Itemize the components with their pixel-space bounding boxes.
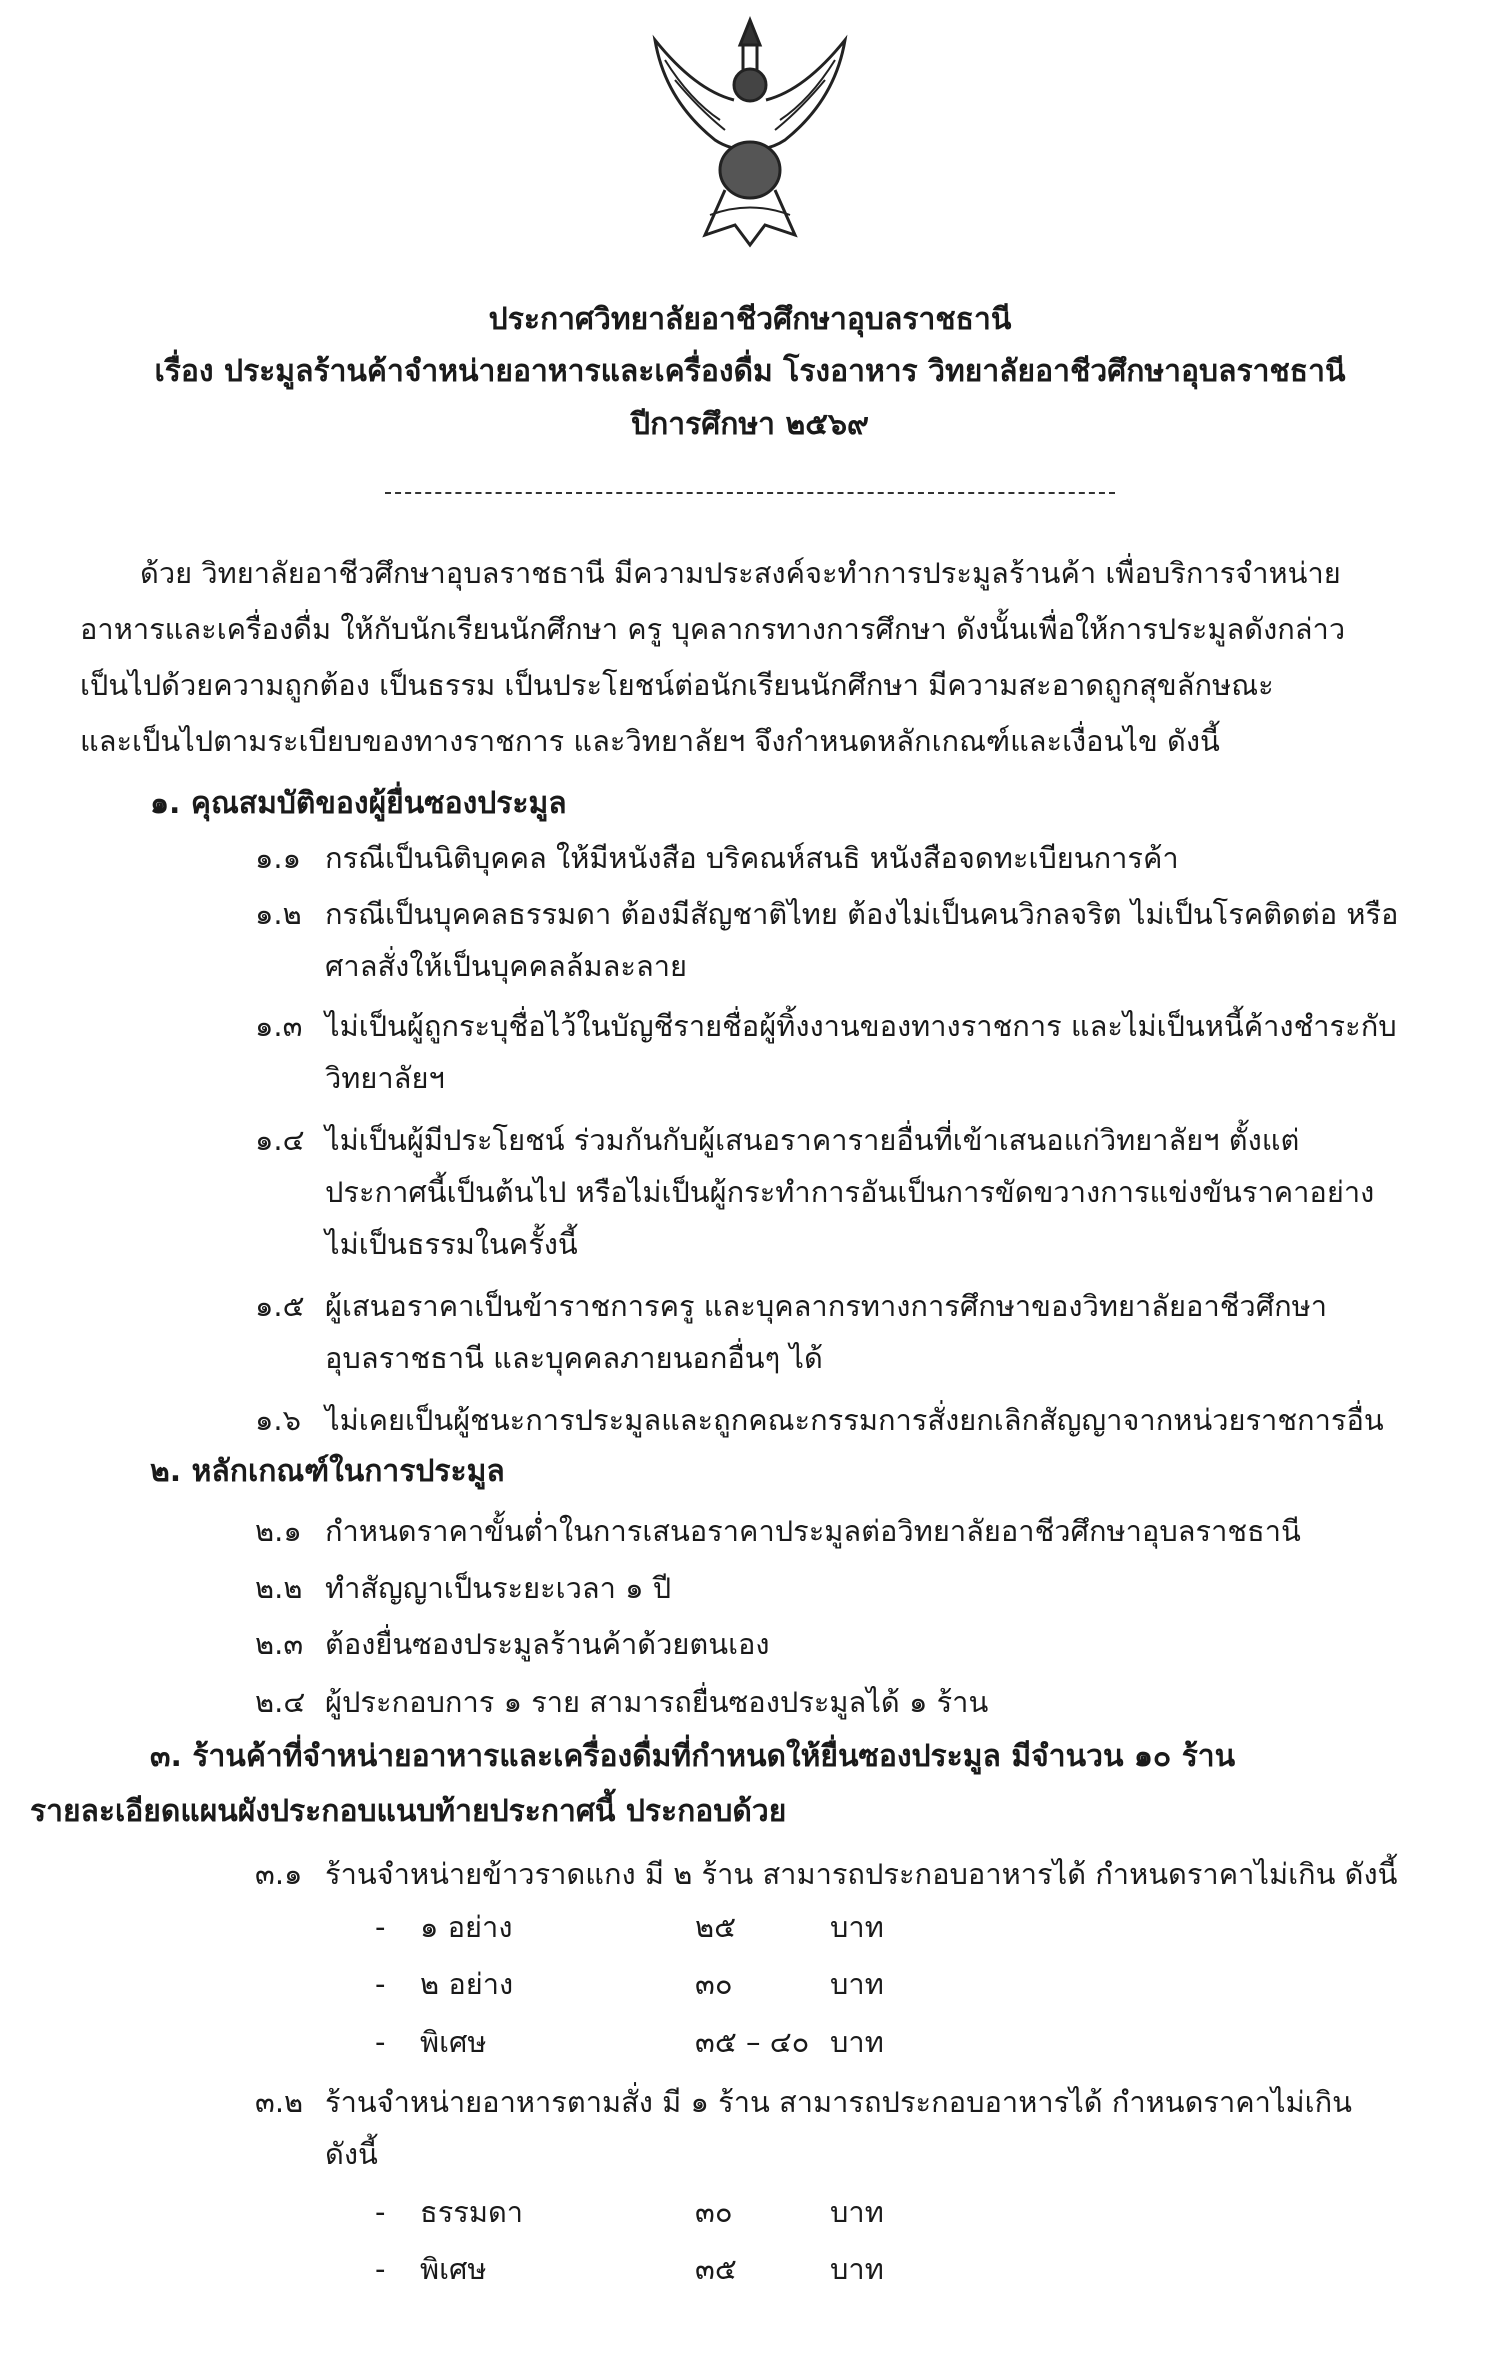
list-item (255, 1114, 1470, 1270)
item-number: ๑.๔ (255, 1123, 305, 1157)
list-item (255, 832, 1470, 884)
price-row (0, 2020, 1500, 2064)
item-number: ๒.๓ (255, 1627, 304, 1661)
price-value: ๓๐ (695, 2195, 733, 2229)
price-dash: - (375, 2195, 386, 2229)
item-text: ผู้เสนอราคาเป็นข้าราชการครู และบุคลากรทางการศึกษาของวิทยาลัยอาชีวศึกษา (325, 1289, 1328, 1323)
price-label: ๑ อย่าง (420, 1910, 513, 1944)
price-unit: บาท (830, 2195, 884, 2229)
item-text: กรณีเป็นนิติบุคคล ให้มีหนังสือ บริคณห์สนธิ หนังสือจดทะเบียนการค้า (325, 841, 1179, 875)
list-item (255, 1562, 1470, 1614)
list-item (255, 1848, 1470, 1900)
announcement-subject: เรื่อง ประมูลร้านค้าจำหน่ายอาหารและเครื่องดื่ม โรงอาหาร วิทยาลัยอาชีวศึกษาอุบลราชธานี (154, 354, 1346, 389)
price-label: พิเศษ (420, 2252, 487, 2286)
list-item (255, 2076, 1470, 2180)
intro-line: ด้วย วิทยาลัยอาชีวศึกษาอุบลราชธานี มีความประสงค์จะทำการประมูลร้านค้า เพื่อบริการจำหน่าย (140, 556, 1341, 590)
announcement-title: ประกาศวิทยาลัยอาชีวศึกษาอุบลราชธานี (488, 302, 1012, 337)
item-text-continued: ไม่เป็นธรรมในครั้งนี้ (325, 1227, 578, 1261)
divider (385, 492, 1115, 494)
item-number: ๒.๔ (255, 1685, 306, 1719)
list-item (255, 1676, 1470, 1728)
item-number: ๓.๑ (255, 1857, 303, 1891)
price-unit: บาท (830, 1910, 884, 1944)
list-item (255, 1505, 1470, 1557)
intro-line: เป็นไปด้วยความถูกต้อง เป็นธรรม เป็นประโยชน์ต่อนักเรียนนักศึกษา มีความสะอาดถูกสุขลักษณะ (80, 668, 1274, 702)
list-item (255, 1000, 1470, 1104)
item-number: ๒.๒ (255, 1571, 303, 1605)
item-number: ๑.๑ (255, 841, 302, 875)
item-text: กรณีเป็นบุคคลธรรมดา ต้องมีสัญชาติไทย ต้องไม่เป็นคนวิกลจริต ไม่เป็นโรคติดต่อ หรือ (325, 897, 1399, 931)
price-dash: - (375, 2252, 386, 2286)
item-text: ร้านจำหน่ายอาหารตามสั่ง มี ๑ ร้าน สามารถประกอบอาหารได้ กำหนดราคาไม่เกิน (325, 2085, 1352, 2119)
item-number: ๑.๒ (255, 897, 302, 931)
item-text-continued: ศาลสั่งให้เป็นบุคคลล้มละลาย (325, 949, 688, 983)
intro-line: และเป็นไปตามระเบียบของทางราชการ และวิทยาลัยฯ จึงกำหนดหลักเกณฑ์และเงื่อนไข ดังนี้ (80, 724, 1220, 758)
price-label: ๒ อย่าง (420, 1967, 514, 2001)
item-text: กำหนดราคาขั้นต่ำในการเสนอราคาประมูลต่อวิทยาลัยอาชีวศึกษาอุบลราชธานี (325, 1514, 1301, 1548)
academic-year: ปีการศึกษา ๒๕๖๙ (631, 407, 869, 442)
price-dash: - (375, 1967, 386, 2001)
list-item (255, 1394, 1470, 1446)
item-text-continued: ดังนี้ (325, 2137, 378, 2171)
price-value: ๓๕ – ๔๐ (695, 2025, 810, 2059)
section-3-heading-continued: รายละเอียดแผนผังประกอบแนบท้ายประกาศนี้ ประกอบด้วย (30, 1794, 787, 1829)
list-item (255, 1618, 1470, 1670)
price-value: ๓๕ (695, 2252, 737, 2286)
price-unit: บาท (830, 1967, 884, 2001)
item-number: ๑.๓ (255, 1009, 303, 1043)
price-row (0, 1905, 1500, 1949)
item-text-continued: อุบลราชธานี และบุคคลภายนอกอื่นๆ ได้ (325, 1341, 823, 1375)
section-1-heading: ๑. คุณสมบัติของผู้ยื่นซองประมูล (150, 786, 567, 821)
item-text: ไม่เป็นผู้ถูกระบุชื่อไว้ในบัญชีรายชื่อผู้ทิ้งงานของทางราชการ และไม่เป็นหนี้ค้างชำระกับ (325, 1009, 1397, 1043)
item-text-continued: ประกาศนี้เป็นต้นไป หรือไม่เป็นผู้กระทำการอันเป็นการขัดขวางการแข่งขันราคาอย่าง (325, 1175, 1375, 1209)
price-row (0, 1962, 1500, 2006)
intro-line: อาหารและเครื่องดื่ม ให้กับนักเรียนนักศึกษา ครู บุคลากรทางการศึกษา ดังนั้นเพื่อให้การประมูลดังกล่าว (80, 612, 1346, 646)
item-number: ๑.๕ (255, 1289, 305, 1323)
item-number: ๒.๑ (255, 1514, 302, 1548)
item-text: ร้านจำหน่ายข้าวราดแกง มี ๒ ร้าน สามารถประกอบอาหารได้ กำหนดราคาไม่เกิน ดังนี้ (325, 1857, 1398, 1891)
price-unit: บาท (830, 2252, 884, 2286)
item-text: ไม่เป็นผู้มีประโยชน์ ร่วมกันกับผู้เสนอราคารายอื่นที่เข้าเสนอแก่วิทยาลัยฯ ตั้งแต่ (325, 1123, 1300, 1157)
price-row (0, 2190, 1500, 2234)
price-unit: บาท (830, 2025, 884, 2059)
price-label: พิเศษ (420, 2025, 487, 2059)
intro-paragraph (80, 545, 1460, 769)
item-text-continued: วิทยาลัยฯ (325, 1061, 445, 1095)
item-text: ไม่เคยเป็นผู้ชนะการประมูลและถูกคณะกรรมการสั่งยกเลิกสัญญาจากหน่วยราชการอื่น (325, 1403, 1384, 1437)
section-3-heading: ๓. ร้านค้าที่จำหน่ายอาหารและเครื่องดื่มที่กำหนดให้ยื่นซองประมูล มีจำนวน ๑๐ ร้าน (150, 1739, 1236, 1774)
garuda-emblem-icon (635, 0, 865, 255)
section-2-heading: ๒. หลักเกณฑ์ในการประมูล (150, 1454, 505, 1489)
list-item (255, 1280, 1470, 1384)
price-value: ๓๐ (695, 1967, 733, 2001)
item-text: ทำสัญญาเป็นระยะเวลา ๑ ปี (325, 1571, 672, 1605)
price-label: ธรรมดา (420, 2195, 524, 2229)
price-row (0, 2247, 1500, 2291)
price-value: ๒๕ (695, 1910, 737, 1944)
list-item (255, 888, 1470, 992)
item-text: ต้องยื่นซองประมูลร้านค้าด้วยตนเอง (325, 1627, 770, 1661)
price-dash: - (375, 2025, 386, 2059)
price-dash: - (375, 1910, 386, 1944)
item-text: ผู้ประกอบการ ๑ ราย สามารถยื่นซองประมูลได้ ๑ ร้าน (325, 1685, 989, 1719)
item-number: ๑.๖ (255, 1403, 302, 1437)
item-number: ๓.๒ (255, 2085, 304, 2119)
